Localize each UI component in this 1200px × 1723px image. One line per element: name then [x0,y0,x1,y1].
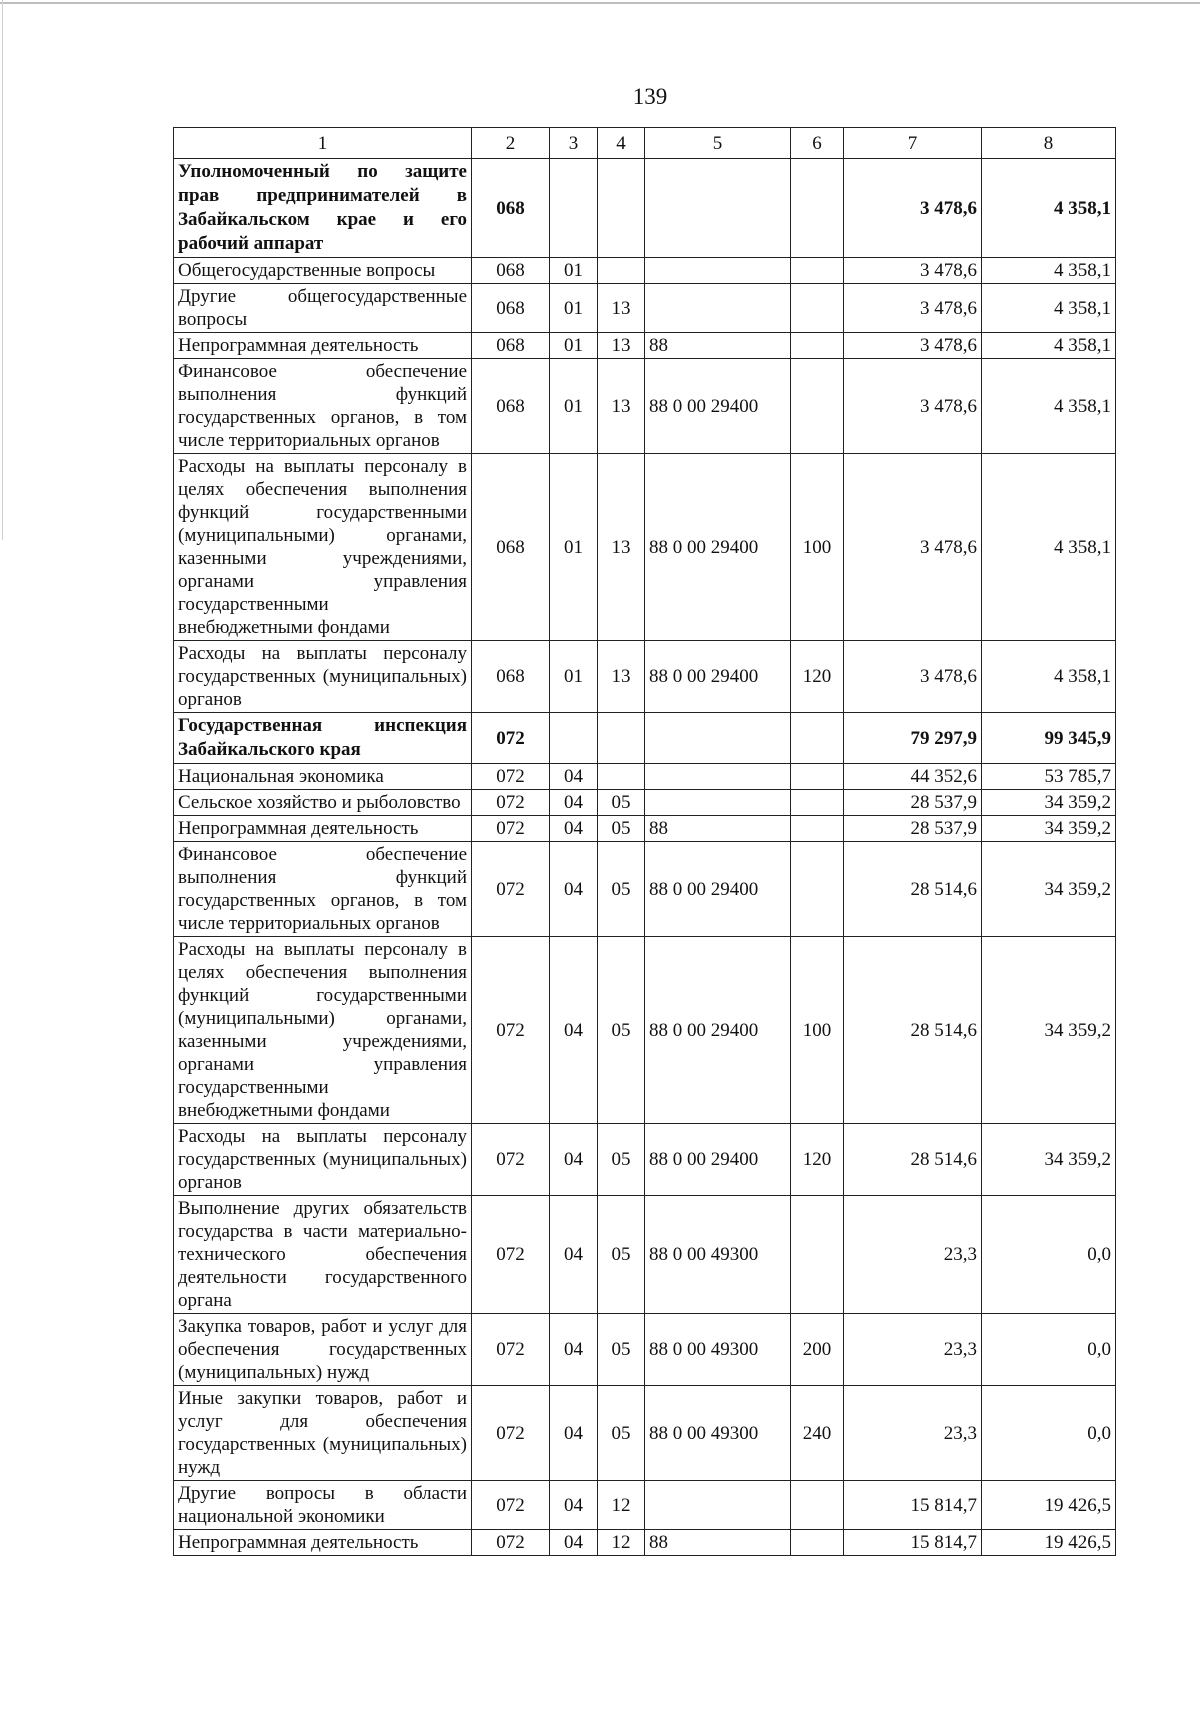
code-cell-section: 04 [550,1481,598,1530]
code-cell-subsection: 05 [598,1196,645,1314]
code-cell-admin: 068 [472,333,550,359]
code-cell-admin: 072 [472,816,550,842]
code-cell-subsection: 13 [598,333,645,359]
code-cell-target: 88 [645,816,791,842]
row-name-cell: Расходы на выплаты персоналу государственных (муниципальных) органов [174,1124,472,1196]
code-cell-expense-type [791,359,844,454]
amount-cell-col8: 4 358,1 [982,159,1116,258]
code-cell-subsection: 12 [598,1530,645,1556]
code-cell-admin: 072 [472,764,550,790]
code-cell-section: 04 [550,842,598,937]
code-cell-section [550,159,598,258]
code-cell-admin: 072 [472,1196,550,1314]
column-header-4: 4 [598,128,645,159]
table-row [174,764,1116,790]
amount-cell-col8: 4 358,1 [982,284,1116,333]
amount-cell-col8: 34 359,2 [982,842,1116,937]
code-cell-expense-type [791,333,844,359]
code-cell-expense-type [791,1196,844,1314]
amount-cell-col8: 34 359,2 [982,816,1116,842]
code-cell-subsection: 12 [598,1481,645,1530]
row-name-cell: Непрограммная деятельность [174,816,472,842]
table-row [174,1386,1116,1481]
table-row [174,1196,1116,1314]
table-row [174,641,1116,713]
amount-cell-col7: 23,3 [844,1196,982,1314]
amount-cell-col7: 3 478,6 [844,258,982,284]
row-name-cell: Выполнение других обязательств государства в части материально-технического обеспечения деятельности государственного органа [174,1196,472,1314]
code-cell-section: 04 [550,1530,598,1556]
table-row [174,159,1116,258]
code-cell-target [645,764,791,790]
table-row [174,937,1116,1124]
code-cell-expense-type: 240 [791,1386,844,1481]
scan-left-edge [2,0,3,540]
amount-cell-col8: 53 785,7 [982,764,1116,790]
row-name-cell: Другие общегосударственные вопросы [174,284,472,333]
code-cell-subsection [598,159,645,258]
table-row [174,816,1116,842]
code-cell-target: 88 0 00 49300 [645,1196,791,1314]
code-cell-section: 01 [550,284,598,333]
column-header-7: 7 [844,128,982,159]
row-name-cell: Уполномоченный по защите прав предпринимателей в Забайкальском крае и его рабочий аппарат [174,159,472,258]
table-row [174,258,1116,284]
code-cell-admin: 072 [472,1530,550,1556]
code-cell-section: 04 [550,1196,598,1314]
code-cell-section: 01 [550,454,598,641]
amount-cell-col7: 44 352,6 [844,764,982,790]
code-cell-subsection: 05 [598,1314,645,1386]
row-name-cell: Сельское хозяйство и рыболовство [174,790,472,816]
code-cell-subsection: 13 [598,641,645,713]
code-cell-target [645,284,791,333]
code-cell-subsection: 13 [598,359,645,454]
amount-cell-col8: 34 359,2 [982,1124,1116,1196]
amount-cell-col8: 0,0 [982,1196,1116,1314]
table-row [174,1481,1116,1530]
code-cell-expense-type [791,842,844,937]
budget-table [173,127,1116,1556]
code-cell-admin: 072 [472,1124,550,1196]
code-cell-subsection: 05 [598,1124,645,1196]
code-cell-expense-type [791,764,844,790]
amount-cell-col7: 15 814,7 [844,1481,982,1530]
amount-cell-col8: 34 359,2 [982,790,1116,816]
page-number: 139 [632,84,668,109]
code-cell-target [645,790,791,816]
row-name-cell: Финансовое обеспечение выполнения функций государственных органов, в том числе территориальных органов [174,842,472,937]
code-cell-expense-type [791,258,844,284]
code-cell-target: 88 [645,1530,791,1556]
code-cell-section: 04 [550,1314,598,1386]
row-name-cell: Непрограммная деятельность [174,333,472,359]
code-cell-expense-type: 200 [791,1314,844,1386]
amount-cell-col7: 28 514,6 [844,842,982,937]
code-cell-subsection: 05 [598,790,645,816]
code-cell-admin: 068 [472,258,550,284]
code-cell-admin: 072 [472,842,550,937]
code-cell-target: 88 0 00 29400 [645,937,791,1124]
column-header-8: 8 [982,128,1116,159]
scan-top-edge [0,2,1200,4]
table-row [174,359,1116,454]
amount-cell-col8: 19 426,5 [982,1530,1116,1556]
table-header-row [174,128,1116,159]
amount-cell-col8: 4 358,1 [982,258,1116,284]
table-row [174,713,1116,764]
code-cell-section: 04 [550,1124,598,1196]
column-header-6: 6 [791,128,844,159]
amount-cell-col7: 3 478,6 [844,159,982,258]
code-cell-section: 04 [550,764,598,790]
amount-cell-col7: 3 478,6 [844,359,982,454]
code-cell-subsection: 13 [598,284,645,333]
row-name-cell: Государственная инспекция Забайкальского края [174,713,472,764]
amount-cell-col8: 34 359,2 [982,937,1116,1124]
amount-cell-col8: 4 358,1 [982,333,1116,359]
column-header-3: 3 [550,128,598,159]
code-cell-expense-type [791,1530,844,1556]
code-cell-admin: 072 [472,1481,550,1530]
amount-cell-col8: 0,0 [982,1314,1116,1386]
code-cell-subsection: 05 [598,816,645,842]
amount-cell-col8: 4 358,1 [982,359,1116,454]
column-header-1: 1 [174,128,472,159]
amount-cell-col8: 4 358,1 [982,641,1116,713]
code-cell-admin: 072 [472,937,550,1124]
code-cell-admin: 072 [472,1386,550,1481]
row-name-cell: Другие вопросы в области национальной экономики [174,1481,472,1530]
code-cell-admin: 068 [472,641,550,713]
code-cell-target [645,1481,791,1530]
row-name-cell: Расходы на выплаты персоналу в целях обеспечения выполнения функций государственными (муниципальными) органами, казенными учреждениями, органами управления государственными внебюджетными фондами [174,937,472,1124]
code-cell-section: 04 [550,816,598,842]
code-cell-section: 01 [550,641,598,713]
code-cell-admin: 072 [472,790,550,816]
table-row [174,284,1116,333]
amount-cell-col7: 3 478,6 [844,454,982,641]
code-cell-admin: 072 [472,1314,550,1386]
table-row [174,454,1116,641]
row-name-cell: Расходы на выплаты персоналу в целях обеспечения выполнения функций государственными (муниципальными) органами, казенными учреждениями, органами управления государственными внебюджетными фондами [174,454,472,641]
row-name-cell: Расходы на выплаты персоналу государственных (муниципальных) органов [174,641,472,713]
code-cell-expense-type [791,790,844,816]
code-cell-admin: 068 [472,284,550,333]
code-cell-section: 01 [550,359,598,454]
code-cell-section [550,713,598,764]
table-row [174,842,1116,937]
row-name-cell: Закупка товаров, работ и услуг для обеспечения государственных (муниципальных) нужд [174,1314,472,1386]
amount-cell-col7: 79 297,9 [844,713,982,764]
code-cell-section: 04 [550,937,598,1124]
amount-cell-col7: 28 537,9 [844,790,982,816]
amount-cell-col7: 28 514,6 [844,1124,982,1196]
code-cell-expense-type [791,159,844,258]
row-name-cell: Общегосударственные вопросы [174,258,472,284]
code-cell-target: 88 0 00 49300 [645,1386,791,1481]
row-name-cell: Непрограммная деятельность [174,1530,472,1556]
amount-cell-col7: 3 478,6 [844,333,982,359]
code-cell-expense-type: 100 [791,937,844,1124]
amount-cell-col7: 28 514,6 [844,937,982,1124]
table-row [174,333,1116,359]
code-cell-subsection [598,764,645,790]
code-cell-expense-type: 100 [791,454,844,641]
code-cell-admin: 072 [472,713,550,764]
code-cell-section: 04 [550,1386,598,1481]
code-cell-expense-type: 120 [791,1124,844,1196]
amount-cell-col8: 4 358,1 [982,454,1116,641]
code-cell-target [645,159,791,258]
row-name-cell: Иные закупки товаров, работ и услуг для обеспечения государственных (муниципальных) нужд [174,1386,472,1481]
code-cell-expense-type [791,816,844,842]
table-row [174,1124,1116,1196]
code-cell-target: 88 0 00 29400 [645,842,791,937]
table-body [174,128,1116,1556]
code-cell-expense-type [791,713,844,764]
code-cell-subsection: 13 [598,454,645,641]
code-cell-subsection: 05 [598,1386,645,1481]
amount-cell-col7: 3 478,6 [844,284,982,333]
code-cell-subsection: 05 [598,937,645,1124]
amount-cell-col7: 23,3 [844,1386,982,1481]
table-row [174,1314,1116,1386]
code-cell-target [645,713,791,764]
amount-cell-col7: 15 814,7 [844,1530,982,1556]
column-header-5: 5 [645,128,791,159]
code-cell-target: 88 0 00 49300 [645,1314,791,1386]
code-cell-expense-type [791,1481,844,1530]
code-cell-section: 04 [550,790,598,816]
code-cell-expense-type [791,284,844,333]
code-cell-admin: 068 [472,159,550,258]
code-cell-expense-type: 120 [791,641,844,713]
code-cell-target: 88 0 00 29400 [645,1124,791,1196]
row-name-cell: Национальная экономика [174,764,472,790]
code-cell-subsection [598,258,645,284]
code-cell-subsection [598,713,645,764]
code-cell-section: 01 [550,258,598,284]
code-cell-subsection: 05 [598,842,645,937]
code-cell-target: 88 0 00 29400 [645,359,791,454]
column-header-2: 2 [472,128,550,159]
row-name-cell: Финансовое обеспечение выполнения функций государственных органов, в том числе территориальных органов [174,359,472,454]
code-cell-admin: 068 [472,359,550,454]
code-cell-admin: 068 [472,454,550,641]
table-row [174,1530,1116,1556]
code-cell-target [645,258,791,284]
code-cell-target: 88 [645,333,791,359]
code-cell-section: 01 [550,333,598,359]
table-row [174,790,1116,816]
amount-cell-col7: 28 537,9 [844,816,982,842]
amount-cell-col8: 0,0 [982,1386,1116,1481]
code-cell-target: 88 0 00 29400 [645,641,791,713]
amount-cell-col7: 23,3 [844,1314,982,1386]
code-cell-target: 88 0 00 29400 [645,454,791,641]
amount-cell-col8: 99 345,9 [982,713,1116,764]
amount-cell-col8: 19 426,5 [982,1481,1116,1530]
amount-cell-col7: 3 478,6 [844,641,982,713]
